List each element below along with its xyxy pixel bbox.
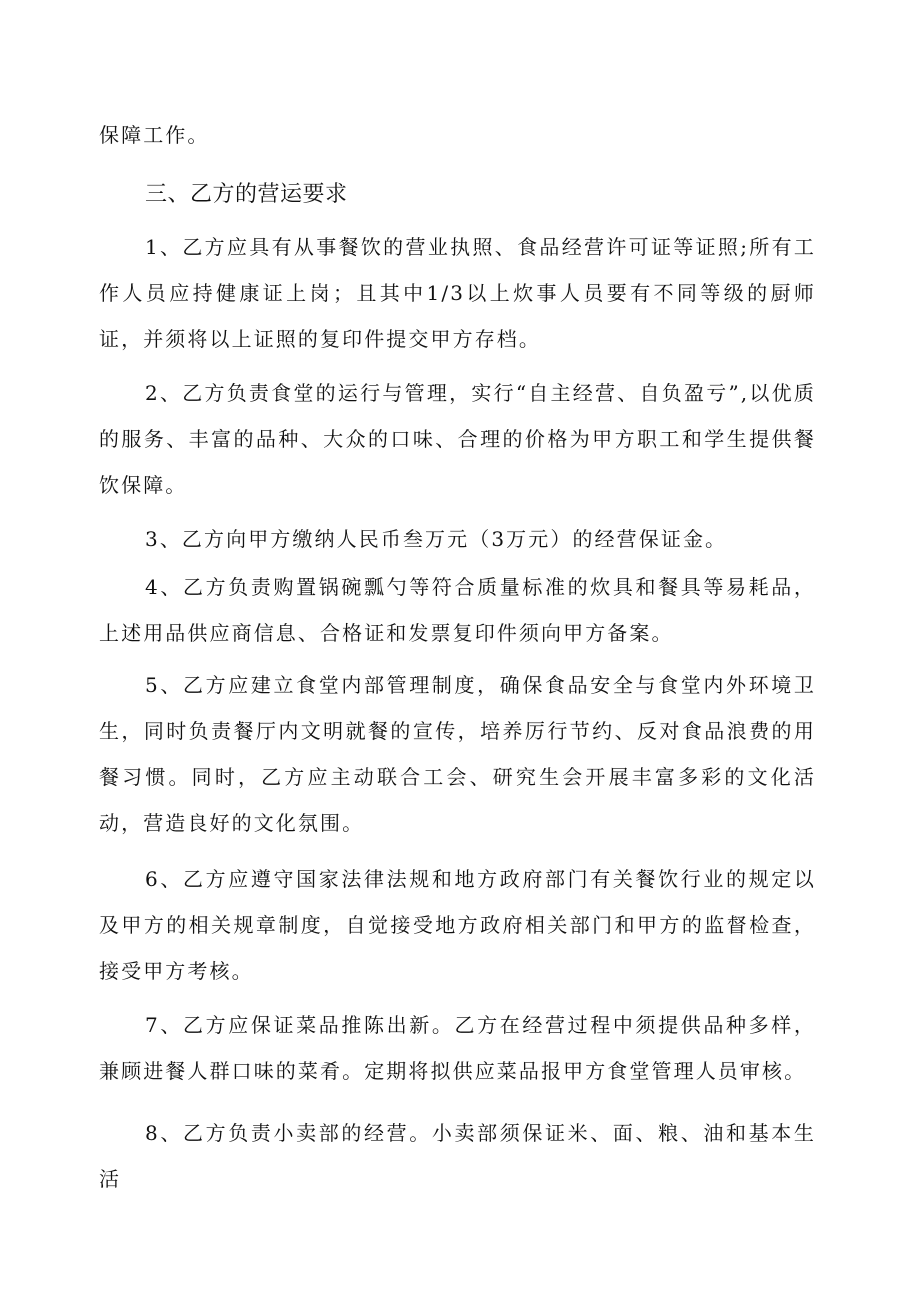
paragraph-6: 6、乙方应遵守国家法律法规和地方政府部门有关餐饮行业的规定以及甲方的相关规章制度，自觉接受地方政府相关部门和甲方的监督检查，接受甲方考核。 [99, 867, 816, 983]
section-heading: 三、乙方的营运要求 [145, 182, 348, 207]
continuation-text: 保障工作。 [99, 123, 210, 147]
paragraph-5: 5、乙方应建立食堂内部管理制度，确保食品安全与食堂内外环境卫生，同时负责餐厅内文明就餐的宣传，培养厉行节约、反对食品浪费的用餐习惯。同时，乙方应主动联合工会、研究生会开展丰富多彩的文化活动，营造良好的文化氛围。 [99, 673, 816, 835]
paragraph-1: 1、乙方应具有从事餐饮的营业执照、食品经营许可证等证照;所有工作人员应持健康证上岗；且其中1/3以上炊事人员要有不同等级的厨师证，并须将以上证照的复印件提交甲方存档。 [99, 235, 816, 351]
paragraph-8: 8、乙方负责小卖部的经营。小卖部须保证米、面、粮、油和基本生活 [99, 1121, 816, 1191]
paragraph-7: 7、乙方应保证菜品推陈出新。乙方在经营过程中须提供品种多样，兼顾进餐人群口味的菜肴。定期将拟供应菜品报甲方食堂管理人员审核。 [99, 1013, 816, 1083]
paragraph-2: 2、乙方负责食堂的运行与管理，实行“自主经营、自负盈亏”,以优质的服务、丰富的品种、大众的口味、合理的价格为甲方职工和学生提供餐饮保障。 [99, 381, 816, 497]
paragraph-4: 4、乙方负责购置锅碗瓢勺等符合质量标准的炊具和餐具等易耗品，上述用品供应商信息、合格证和发票复印件须向甲方备案。 [99, 575, 816, 645]
paragraph-3: 3、乙方向甲方缴纳人民币叁万元（3万元）的经营保证金。 [145, 527, 728, 551]
